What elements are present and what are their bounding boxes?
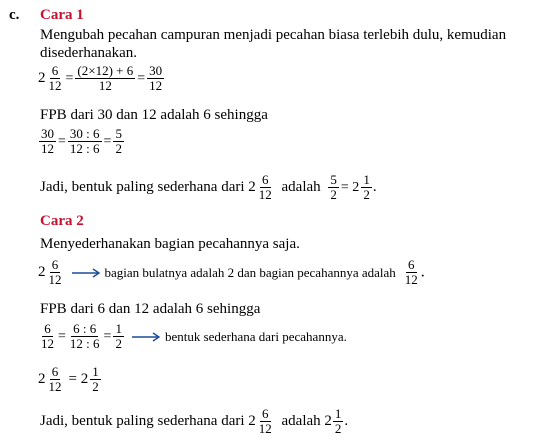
equals-sign: = xyxy=(65,70,74,86)
denominator: 12 xyxy=(48,379,62,394)
denominator: 12 xyxy=(48,272,62,287)
fraction xyxy=(403,258,420,287)
numerator: 5 xyxy=(115,126,122,141)
cara1-intro-line1: Mengubah pecahan campuran menjadi pecahan biasa terlebih dulu, kemudian xyxy=(40,27,507,43)
denominator: 2 xyxy=(115,336,122,351)
period: . xyxy=(420,263,425,281)
equals-sign: = xyxy=(103,328,112,344)
fraction xyxy=(361,173,372,202)
numerator: 1 xyxy=(334,406,342,421)
denominator: 12 xyxy=(149,78,163,93)
fraction xyxy=(68,322,102,351)
numerator: 1 xyxy=(115,321,122,336)
conclusion-mid: adalah xyxy=(281,179,321,195)
cara2-equation-text: bentuk sederhana dari pecahannya. xyxy=(164,329,347,344)
cara2-intro: Menyederhanakan bagian pecahannya saja. xyxy=(40,236,300,252)
numerator: 6 xyxy=(51,364,59,379)
denominator: 12 xyxy=(41,141,54,156)
arrow-right-icon xyxy=(132,332,162,342)
section-letter: c. xyxy=(9,7,20,23)
numerator: 6 xyxy=(262,406,269,421)
numerator: 6 : 6 xyxy=(73,321,97,336)
period: . xyxy=(344,413,349,429)
cara2-fpb: FPB dari 6 dan 12 adalah 6 sehingga xyxy=(40,301,261,317)
numerator: 6 xyxy=(262,172,269,187)
cara2-line1 xyxy=(38,258,425,287)
cara2-title: Cara 2 xyxy=(40,213,84,229)
numerator: 1 xyxy=(92,364,99,379)
cara1-fpb: FPB dari 30 dan 12 adalah 6 sehingga xyxy=(40,107,268,123)
cara2-mixed-equation xyxy=(38,365,102,394)
fraction xyxy=(257,173,274,202)
fraction xyxy=(147,64,164,93)
cara2-equation xyxy=(38,322,347,351)
numerator: (2×12) + 6 xyxy=(77,63,134,78)
fraction xyxy=(113,127,124,156)
denominator: 12 xyxy=(258,421,272,436)
fraction xyxy=(113,322,124,351)
numerator: 30 xyxy=(41,126,54,141)
fraction xyxy=(328,173,339,202)
whole-number: 2 xyxy=(38,371,46,387)
fraction xyxy=(90,365,101,394)
fraction xyxy=(47,365,64,394)
fraction xyxy=(68,127,102,156)
denominator: 12 xyxy=(41,336,54,351)
conclusion-prefix: Jadi, bentuk paling sederhana dari 2 xyxy=(40,413,256,429)
cara1-title: Cara 1 xyxy=(40,7,84,23)
cara2-line1-text: bagian bulatnya adalah 2 dan bagian pecahannya adalah xyxy=(104,265,396,280)
fraction xyxy=(39,322,56,351)
fraction xyxy=(47,258,64,287)
cara1-equation-1 xyxy=(38,64,165,93)
conclusion-prefix: Jadi, bentuk paling sederhana dari 2 xyxy=(40,179,256,195)
conclusion-mid: adalah 2 xyxy=(281,413,332,429)
denominator: 12 xyxy=(404,272,418,287)
cara2-conclusion xyxy=(40,407,348,436)
numerator: 6 xyxy=(51,257,59,272)
equals-sign: = xyxy=(137,70,146,86)
equals-two: = 2 xyxy=(340,180,360,195)
equals-sign: = xyxy=(103,133,112,149)
fraction xyxy=(333,407,344,436)
numerator: 1 xyxy=(363,172,370,187)
numerator: 6 xyxy=(408,257,415,272)
fraction xyxy=(39,127,56,156)
numerator: 6 xyxy=(44,321,51,336)
numerator: 5 xyxy=(330,172,337,187)
denominator: 2 xyxy=(92,379,99,394)
numerator: 6 xyxy=(51,63,59,78)
denominator: 12 xyxy=(48,78,62,93)
equals-two: = 2 xyxy=(68,371,89,387)
denominator: 2 xyxy=(363,187,370,202)
whole-number: 2 xyxy=(38,264,46,280)
cara1-conclusion xyxy=(40,173,377,202)
denominator: 12 : 6 xyxy=(69,141,100,156)
denominator: 12 xyxy=(98,78,112,93)
arrow-right-icon xyxy=(72,268,102,278)
denominator: 2 xyxy=(334,421,342,436)
whole-number: 2 xyxy=(38,70,46,86)
equals-sign: = xyxy=(58,133,66,149)
fraction xyxy=(47,64,64,93)
denominator: 2 xyxy=(115,141,122,156)
cara1-intro-line2: disederhanakan. xyxy=(40,45,138,61)
numerator: 30 xyxy=(149,63,163,78)
period: . xyxy=(372,179,377,195)
fraction xyxy=(75,64,135,93)
numerator: 30 : 6 xyxy=(69,126,100,141)
denominator: 2 xyxy=(330,187,337,202)
fraction xyxy=(257,407,274,436)
equals-sign: = xyxy=(58,328,66,344)
denominator: 12 xyxy=(258,187,272,202)
denominator: 12 : 6 xyxy=(69,336,100,351)
cara1-equation-2 xyxy=(38,127,125,156)
